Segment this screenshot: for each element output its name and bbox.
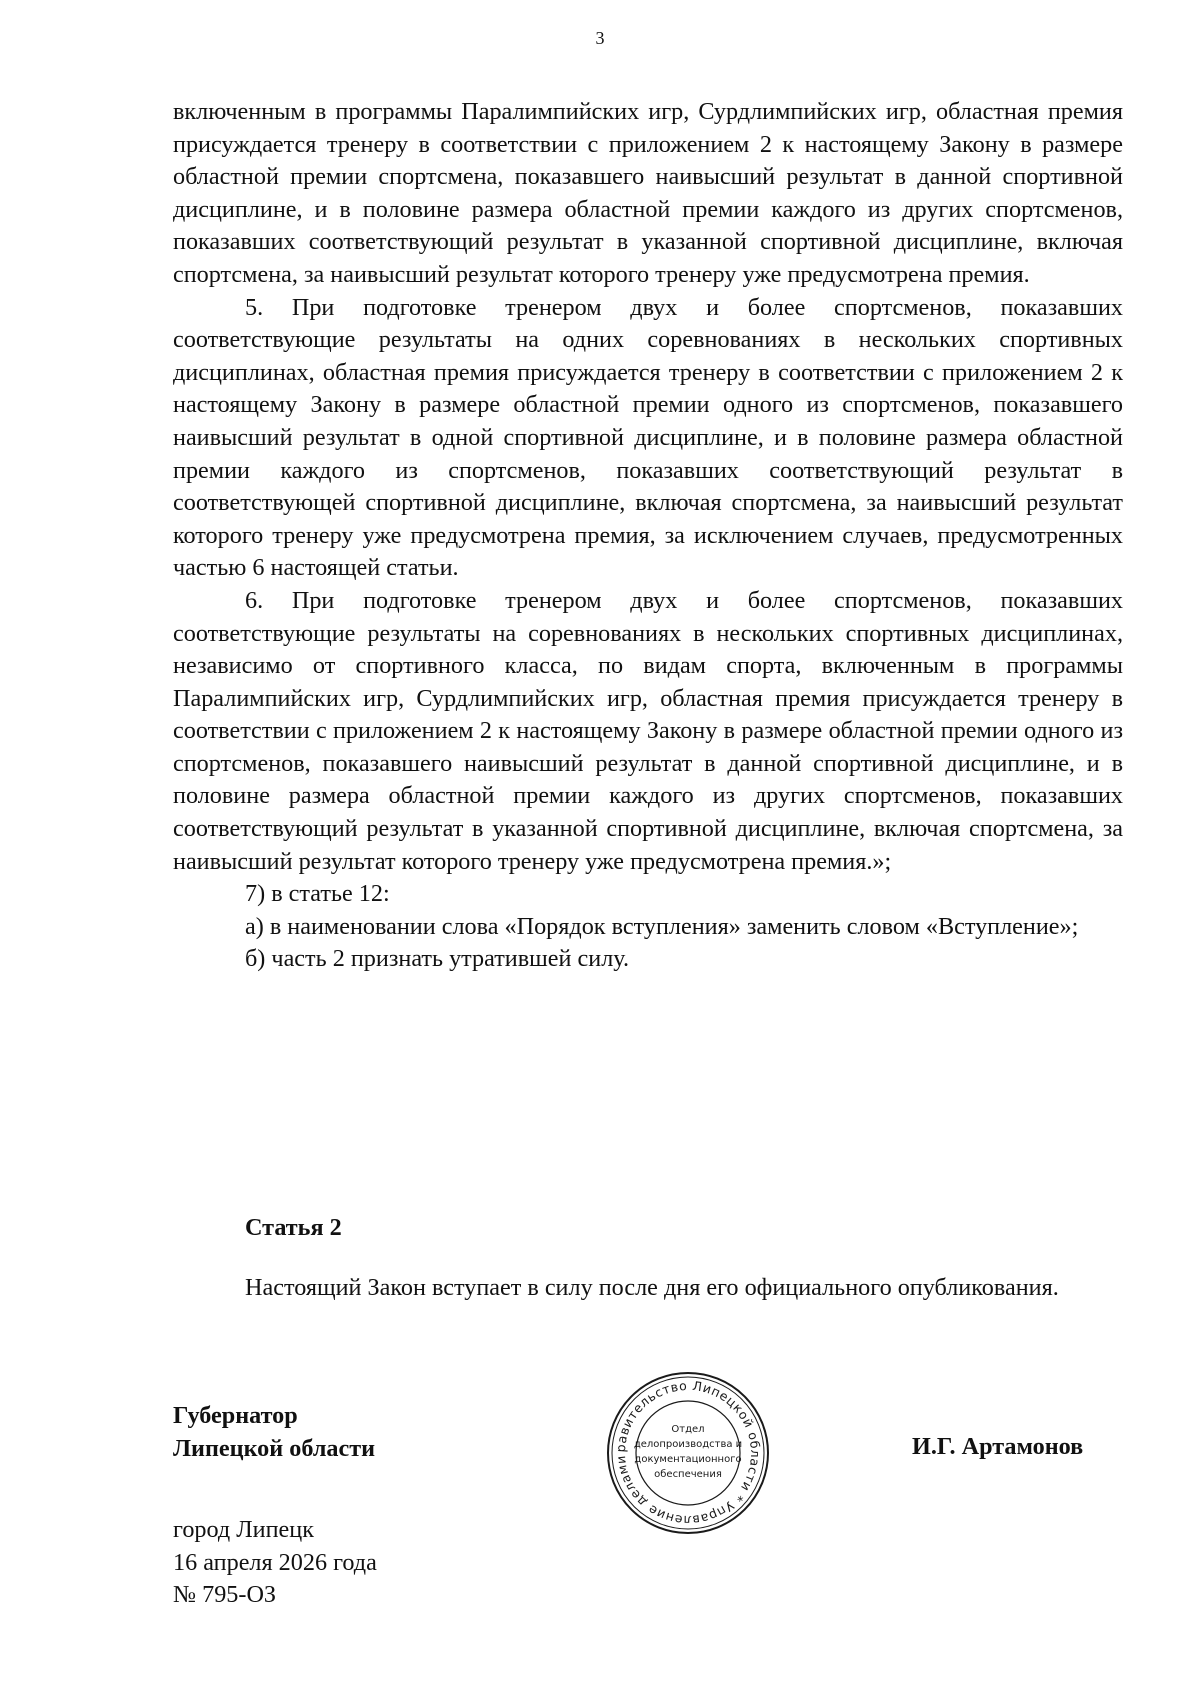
signature-title-line2: Липецкой области (173, 1434, 376, 1462)
page-number: 3 (595, 28, 605, 48)
date: 16 апреля 2026 года (173, 1548, 377, 1576)
seal-outer-text: равительство Липецкой области * Управление делами (612, 1377, 764, 1529)
signature-title (173, 1400, 375, 1465)
paragraph-subitem-a: а) в наименовании слова «Порядок вступления» заменить словом «Вступление»; (245, 912, 1079, 940)
signer-name: И.Г. Артамонов (912, 1433, 1084, 1460)
paragraph-subitem-b: б) часть 2 признать утратившей силу. (245, 945, 629, 973)
signature-title-line1: Губернатор (173, 1402, 298, 1429)
paragraph-continuation: включенным в программы Паралимпийских игр, Сурдлимпийских игр, областная премия присуждается тренеру в соответствии с приложением 2 к настоящему Закону в размере областной премии спортсмена, показавшего наивысший результат в данной спортивной дисциплине, и в половине размера областной премии каждого из других спортсменов, показавших соответствующий результат в указанной спортивной дисциплине, включая спортсмена, за наивысший результат которого тренеру уже предусмотрена премия. (173, 98, 1123, 288)
place: город Липецк (173, 1516, 314, 1543)
article-heading: Статья 2 (245, 1214, 342, 1241)
official-seal (603, 1368, 773, 1538)
document-body (173, 96, 1123, 976)
paragraph-part-6: 6. При подготовке тренером двух и более спортсменов, показавших соответствующие результаты на соревнованиях в нескольких спортивных дисциплинах, независимо от спортивного класса, по видам спорта, включенным в программы Паралимпийских игр, Сурдлимпийских игр, областная премия присуждается тренеру в соответствии с приложением 2 к настоящему Закону в размере областной премии одного из спортсменов, показавшего наивысший результат в данной спортивной дисциплине, и в половине размера областной премии каждого из других спортсменов, показавших соответствующий результат в указанной спортивной дисциплине, включая спортсмена, за наивысший результат которого тренеру уже предусмотрена премия.»; (173, 586, 1123, 875)
seal-icon (603, 1368, 773, 1538)
paragraph-item-7: 7) в статье 12: (245, 880, 390, 908)
seal-inner-line4: обеспечения (654, 1469, 722, 1480)
paragraph-part-5: 5. При подготовке тренером двух и более спортсменов, показавших соответствующие результаты на одних соревнованиях в нескольких спортивных дисциплинах, областная премия присуждается тренеру в соответствии с приложением 2 к настоящему Закону в размере областной премии одного из спортсменов, показавшего наивысший результат в одной спортивной дисциплине, и в половине размера областной премии каждого из спортсменов, показавших соответствующий результат в соответствующей спортивной дисциплине, включая спортсмена, за наивысший результат которого тренеру уже предусмотрена премия, за исключением случаев, предусмотренных частью 6 настоящей статьи. (173, 293, 1123, 582)
seal-inner-line2: делопроизводства и (633, 1439, 743, 1450)
seal-inner-line1: Отдел (671, 1424, 705, 1435)
seal-inner-line3: документационного (634, 1454, 742, 1465)
article-text: Настоящий Закон вступает в силу после дня его официального опубликования. (245, 1274, 1059, 1301)
article-text-block (173, 1272, 1123, 1305)
law-number: № 795-ОЗ (173, 1581, 277, 1609)
place-date-block (173, 1514, 377, 1612)
